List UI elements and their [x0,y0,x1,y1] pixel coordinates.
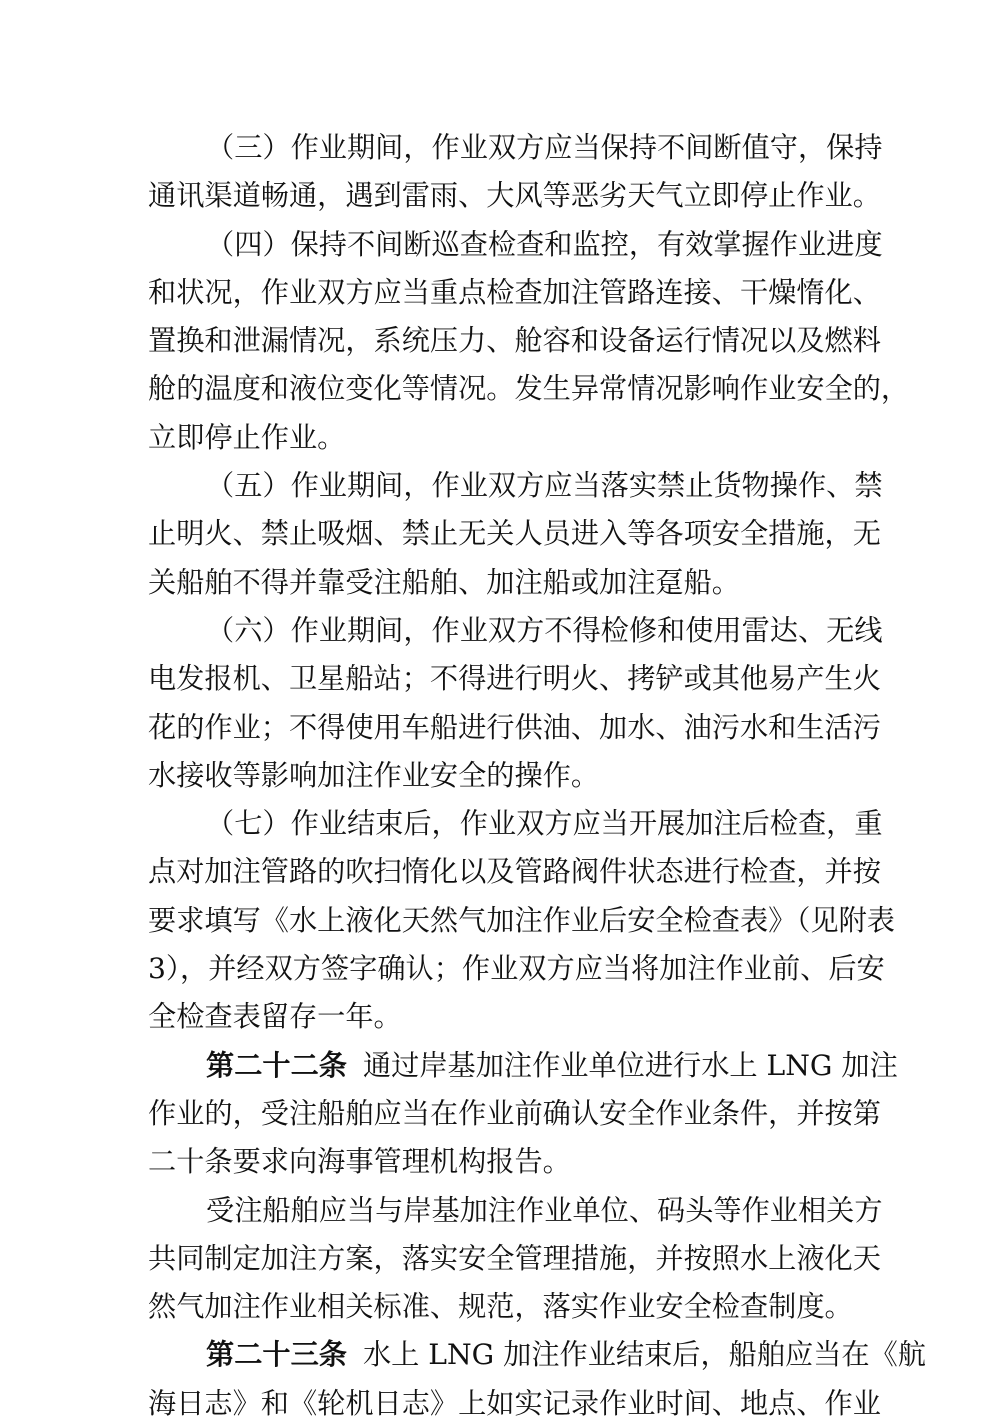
body-line: 受注船舶应当与岸基加注作业单位、码头等作业相关方 [206,1193,883,1227]
body-line: 水接收等影响加注作业安全的操作。 [148,758,600,792]
body-line: （五）作业期间，作业双方应当落实禁止货物操作、禁 [206,469,883,503]
article-heading: 第二十二条 [206,1048,347,1082]
body-line: 置换和泄漏情况，系统压力、舱容和设备运行情况以及燃料 [148,324,881,358]
body-line: 关船舶不得并靠受注船舶、加注船或加注趸船。 [148,565,740,599]
body-line: 通讯渠道畅通，遇到雷雨、大风等恶劣天气立即停止作业。 [148,179,881,213]
article-text: 通过岸基加注作业单位进行水上 LNG 加注 [362,1048,898,1082]
body-line: （七）作业结束后，作业双方应当开展加注后检查，重 [206,807,883,841]
body-line: 作业的，受注船舶应当在作业前确认安全作业条件，并按第 [148,1096,881,1130]
body-line: 3），并经双方签字确认；作业双方应当将加注作业前、后安 [148,952,885,986]
body-line: 二十条要求向海事管理机构报告。 [148,1145,571,1179]
article-line [148,1042,898,1090]
body-line: 然气加注作业相关标准、规范，落实作业安全检查制度。 [148,1290,853,1324]
body-line: 花的作业；不得使用车船进行供油、加水、油污水和生活污 [148,710,881,744]
body-line: （四）保持不间断巡查检查和监控，有效掌握作业进度 [206,227,883,261]
body-line: 和状况，作业双方应当重点检查加注管路连接、干燥惰化、 [148,275,881,309]
body-line: 舱的温度和液位变化等情况。发生异常情况影响作业安全的， [148,372,910,406]
body-line: 点对加注管路的吹扫惰化以及管路阀件状态进行检查，并按 [148,855,881,889]
body-line: 要求填写《水上液化天然气加注作业后安全检查表》（见附表 [148,903,895,937]
body-line: （六）作业期间，作业双方不得检修和使用雷达、无线 [206,613,883,647]
article-heading: 第二十三条 [206,1338,347,1372]
body-line: 海日志》和《轮机日志》上如实记录作业时间、地点、作业 [148,1386,881,1420]
document-body [148,124,926,1428]
body-line: 立即停止作业。 [148,420,346,454]
body-line: 电发报机、卫星船站；不得进行明火、拷铲或其他易产生火 [148,662,881,696]
body-line: 共同制定加注方案，落实安全管理措施，并按照水上液化天 [148,1241,881,1275]
body-line: 全检查表留存一年。 [148,1000,402,1034]
article-line [148,1331,926,1379]
body-line: （三）作业期间，作业双方应当保持不间断值守，保持 [206,131,883,164]
article-text: 水上 LNG 加注作业结束后，船舶应当在《航 [362,1338,926,1372]
body-line: 止明火、禁止吸烟、禁止无关人员进入等各项安全措施，无 [148,517,881,551]
